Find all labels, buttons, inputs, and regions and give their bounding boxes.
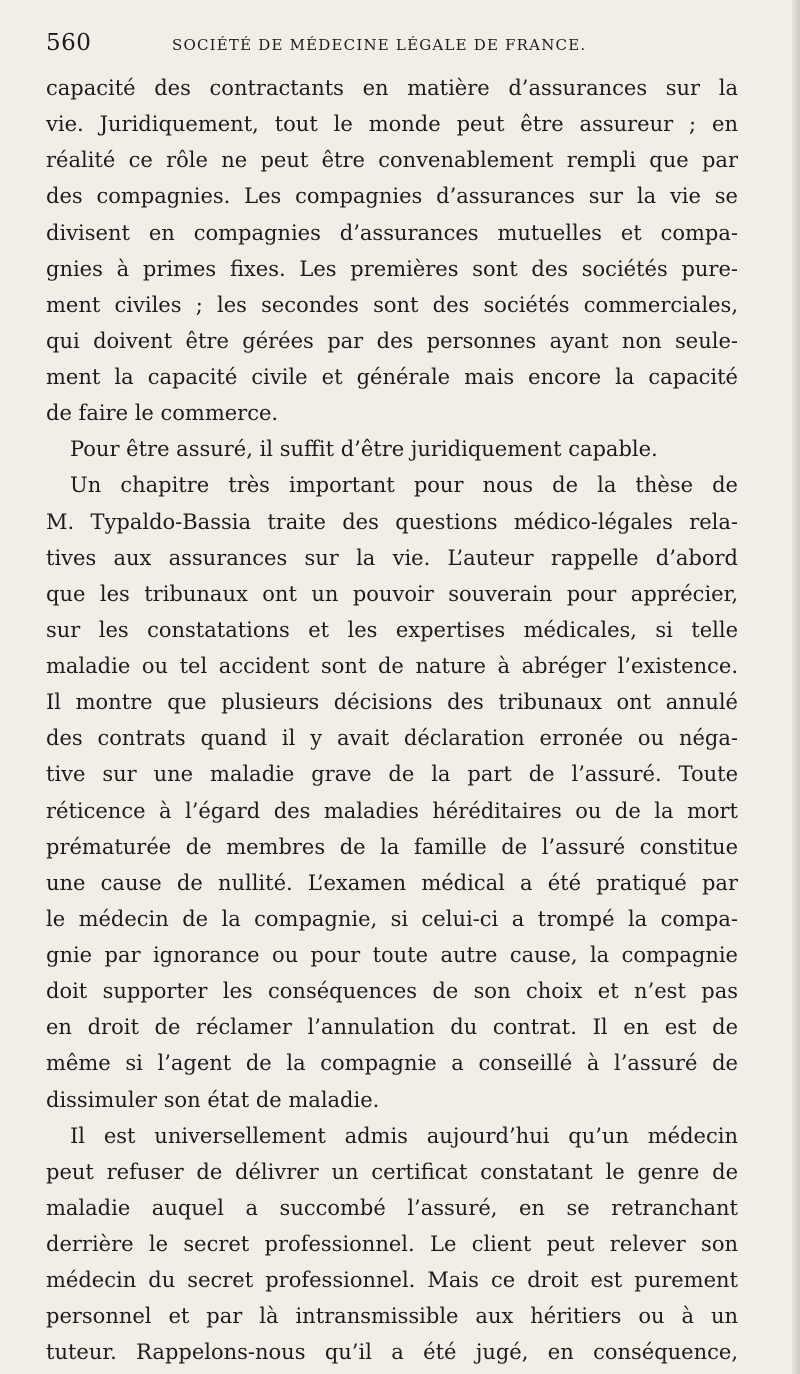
text-line: une cause de nullité. L’examen médical a été pratiqué par — [46, 870, 738, 895]
text-line: sur les constatations et les expertises médicales, si telle — [46, 617, 738, 642]
paragraph-start-line: Pour être assuré, il suffit d’être juridiquement capable. — [70, 437, 658, 462]
text-line: que les tribunaux ont un pouvoir souverain pour apprécier, — [46, 581, 738, 606]
text-line: en droit de réclamer l’annulation du contrat. Il en est de — [46, 1015, 738, 1040]
text-line: qui doivent être gérées par des personnes ayant non seule- — [46, 328, 738, 353]
text-line: réticence à l’égard des maladies héréditaires ou de la mort — [46, 798, 738, 823]
text-line: Il montre que plusieurs décisions des tribunaux ont annulé — [46, 690, 738, 715]
page-edge — [792, 0, 800, 1374]
text-line: réalité ce rôle ne peut être convenablement rempli que par — [46, 148, 738, 173]
text-line: ment la capacité civile et générale mais encore la capacité — [46, 365, 738, 389]
text-line: peut refuser de délivrer un certificat constatant le genre de — [46, 1159, 738, 1184]
running-title: SOCIÉTÉ DE MÉDECINE LÉGALE DE FRANCE. — [172, 36, 587, 54]
text-line: M. Typaldo-Bassia traite des questions médico-légales rela- — [46, 509, 738, 534]
text-line: maladie auquel a succombé l’assuré, en se retranchant — [46, 1195, 738, 1220]
text-line: ment civiles ; les secondes sont des sociétés commerciales, — [46, 292, 738, 317]
body-text — [46, 70, 738, 1371]
page-header — [46, 30, 746, 66]
text-line: des contrats quand il y avait déclaration erronée ou néga- — [46, 726, 738, 751]
text-line: vie. Juridiquement, tout le monde peut être assureur ; en — [46, 112, 738, 137]
text-line: même si l’agent de la compagnie a conseillé à l’assuré de — [46, 1051, 738, 1076]
text-line: dissimuler son état de maladie. — [46, 1087, 380, 1112]
text-line: personnel et par là intransmissible aux héritiers ou à un — [46, 1304, 738, 1329]
text-line: prématurée de membres de la famille de l’assuré constitue — [46, 834, 738, 859]
text-line: médecin du secret professionnel. Mais ce droit est purement — [46, 1268, 738, 1293]
text-line: de faire le commerce. — [46, 401, 279, 426]
text-line: gnie par ignorance ou pour toute autre cause, la compagnie — [46, 943, 738, 967]
text-line: gnies à primes fixes. Les premières sont des sociétés pure- — [46, 256, 738, 281]
text-line: capacité des contractants en matière d’assurances sur la — [46, 76, 738, 100]
text-line: tuteur. Rappelons-nous qu’il a été jugé, en conséquence, — [46, 1340, 738, 1365]
text-line: tives aux assurances sur la vie. L’auteur rappelle d’abord — [46, 545, 738, 570]
text-line: doit supporter les conséquences de son choix et n’est pas — [46, 979, 738, 1004]
page-number: 560 — [46, 30, 92, 56]
text-line: des compagnies. Les compagnies d’assurances sur la vie se — [46, 184, 738, 209]
text-line: derrière le secret professionnel. Le client peut relever son — [46, 1232, 738, 1256]
paragraph-start-line: Il est universellement admis aujourd’hui qu’un médecin — [70, 1123, 738, 1148]
paragraph-start-line: Un chapitre très important pour nous de la thèse de — [70, 473, 738, 498]
text-line: le médecin de la compagnie, si celui-ci a trompé la compa- — [46, 906, 738, 931]
text-line: tive sur une maladie grave de la part de l’assuré. Toute — [46, 762, 738, 787]
text-line: divisent en compagnies d’assurances mutuelles et compa- — [46, 220, 738, 245]
text-line: maladie ou tel accident sont de nature à abréger l’existence. — [46, 654, 738, 678]
